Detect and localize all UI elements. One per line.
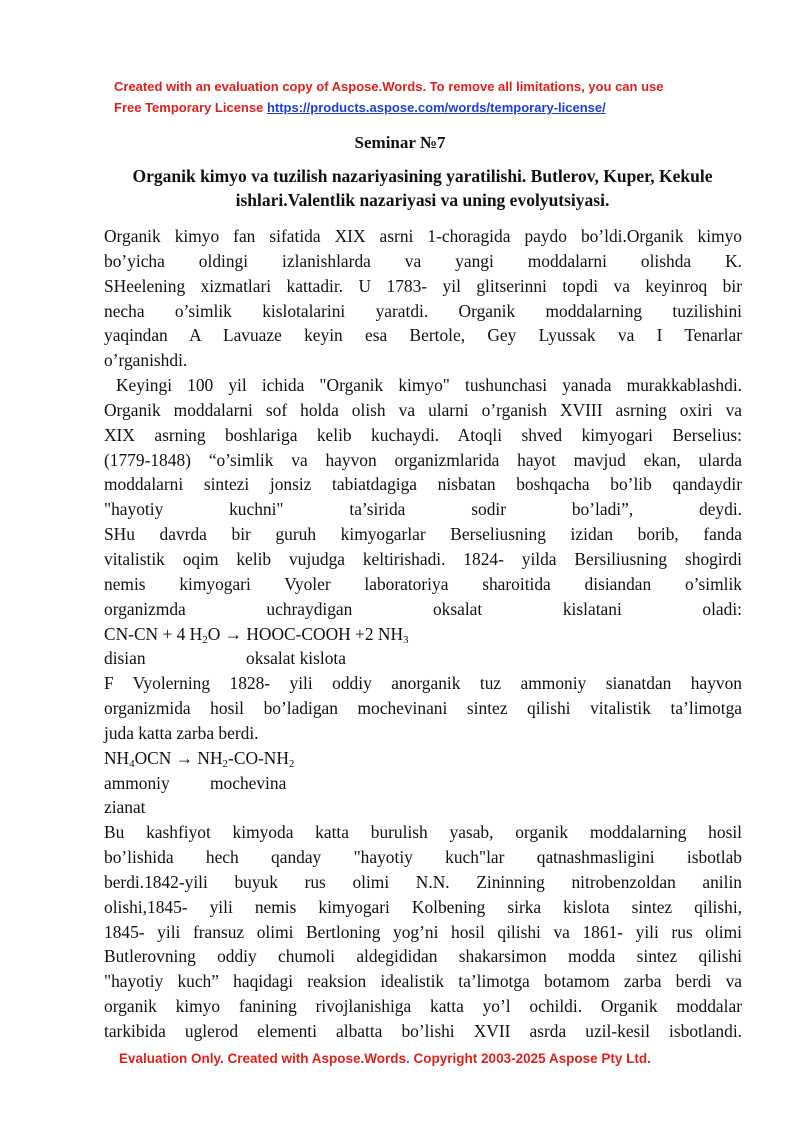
- reaction-2-label-cont: zianat: [104, 797, 146, 818]
- evaluation-notice-line2: [114, 100, 606, 115]
- text-line: Organik moddalarni sof holda olish va ularni o’rganish XVIII asrning oxiri va: [104, 399, 742, 420]
- subscript: 2: [202, 633, 208, 646]
- reaction-2-labels: [104, 771, 742, 796]
- text-line: olishi,1845- yili nemis kimyogari Kolbening sirka kislota sintez qilishi,: [104, 896, 742, 917]
- text-line: yaqindan A Lavuaze keyin esa Bertole, Gey Lyussak va I Tenarlar: [104, 325, 742, 346]
- paragraph-2: [104, 373, 742, 621]
- paragraph-4: [104, 820, 742, 1044]
- compound-label: oksalat kislota: [246, 648, 346, 669]
- text-line: vitalistik oqim kelib vujudga keltirishadi. 1824- yilda Bersiliusning shogirdi: [104, 548, 742, 569]
- text-line: 1845- yili fransuz olimi Bertloning yog’ni hosil qilishi va 1861- yili rus olimi: [104, 921, 742, 942]
- text-line: Butlerovning oddiy chumoli aldegididan shakarsimon modda sintez qilishi: [104, 946, 742, 967]
- text-line: organizmida hosil bo’ladigan mochevinani sintez qilishi vitalistik ta’limotga: [104, 698, 742, 719]
- text-line: XIX asrning boshlariga kelib kuchaydi. Atoqli shved kimyogari Berselius:: [104, 424, 742, 445]
- evaluation-notice-line1: Created with an evaluation copy of Aspose.Words. To remove all limitations, you can use: [114, 79, 664, 94]
- text-line: "hayotiy kuchni" ta’sirida sodir bo’ladi”, deydi.: [104, 499, 742, 520]
- temporary-license-link[interactable]: https://products.aspose.com/words/temporary-license/: [266, 100, 606, 115]
- evaluation-notice: [114, 79, 664, 94]
- text-line: bo’yicha oldingi izlanishlarda va yangi moddalarni olishda K.: [104, 250, 742, 271]
- reaction-oxalic-acid: [104, 622, 742, 647]
- text-line: necha o’simlik kislotalarini yaratdi. Organik moddalarning tuzilishini: [104, 300, 742, 321]
- text-line: organizmda uchraydigan oksalat kislatani oladi:: [104, 598, 742, 619]
- reaction-part: OCN → NH: [134, 747, 223, 768]
- text-line: berdi.1842-yili buyuk rus olimi N.N. Zininning nitrobenzoldan anilin: [104, 871, 742, 892]
- subscript: 2: [222, 757, 229, 770]
- text-line: F Vyolerning 1828- yili oddiy anorganik tuz ammoniy sianatdan hayvon: [104, 673, 742, 694]
- reaction-part: O → HOOC-COOH +2 NH: [207, 623, 404, 644]
- compound-label: mochevina: [210, 772, 287, 793]
- text-line: o’rganishdi.: [104, 350, 188, 371]
- paragraph-1: [104, 224, 742, 373]
- text-line: "hayotiy kuch” haqidagi reaksion idealistik ta’limotga botamom zarba berdi va: [104, 971, 742, 992]
- reaction-urea: [104, 746, 742, 771]
- reaction-part: CN-CN + 4 H: [104, 623, 203, 644]
- text-line: moddalarni sintezi jonsiz tabiatdagiga nisbatan boshqacha bo’lib qandaydir: [104, 474, 742, 495]
- text-line: SHeelening xizmatlari kattadir. U 1783- yil glitserinni topdi va keyinroq bir: [104, 275, 742, 296]
- document-heading: [100, 164, 745, 212]
- compound-label: ammoniy: [104, 772, 170, 793]
- text-line: tarkibida uglerod elementi albatta bo’lishi XVII asrda uzil-kesil isbotlandi.: [104, 1021, 742, 1041]
- text-line: Organik kimyo fan sifatida XIX asrni 1-choragida paydo bo’ldi.Organik kimyo: [104, 226, 742, 246]
- paragraph-3: [104, 671, 742, 746]
- reaction-part: -CO-NH: [228, 747, 289, 768]
- compound-label: disian: [104, 648, 146, 669]
- text-line: nemis kimyogari Vyoler laboratoriya sharoitida disiandan o’simlik: [104, 573, 742, 594]
- reaction-part: NH: [104, 747, 130, 768]
- evaluation-footer: Evaluation Only. Created with Aspose.Words. Copyright 2003-2025 Aspose Pty Ltd.: [119, 1051, 651, 1066]
- text-line: Keyingi 100 yil ichida "Organik kimyo" tushunchasi yanada murakkablashdi.: [116, 375, 742, 396]
- temporary-license-label: Free Temporary License: [114, 100, 264, 115]
- text-line: (1779-1848) “o’simlik va hayvon organizmlarida hayot mavjud ekan, ularda: [104, 449, 742, 470]
- text-line: juda katta zarba berdi.: [104, 722, 259, 743]
- text-line: Bu kashfiyot kimyoda katta burulish yasab, organik moddalarning hosil: [104, 822, 742, 843]
- seminar-title: Seminar №7: [354, 133, 446, 152]
- text-line: organik kimyo fanining rivojlanishiga katta yo’l ochildi. Organik moddalar: [104, 996, 742, 1017]
- heading-line-2: ishlari.Valentlik nazariyasi va uning evolyutsiyasi.: [235, 190, 610, 210]
- text-line: bo’lishida hech qanday "hayotiy kuch"lar qatnashmasligini isbotlab: [104, 847, 742, 868]
- document-body: [104, 224, 742, 1044]
- reaction-1-labels: [104, 646, 742, 671]
- subscript: 4: [129, 757, 135, 770]
- text-line: SHu davrda bir guruh kimyogarlar Berseliusning izidan borib, fanda: [104, 524, 742, 545]
- subscript: 2: [288, 757, 295, 770]
- heading-line-1: Organik kimyo va tuzilish nazariyasining yaratilishi. Butlerov, Kuper, Kekule: [132, 166, 713, 186]
- subscript: 3: [403, 633, 409, 646]
